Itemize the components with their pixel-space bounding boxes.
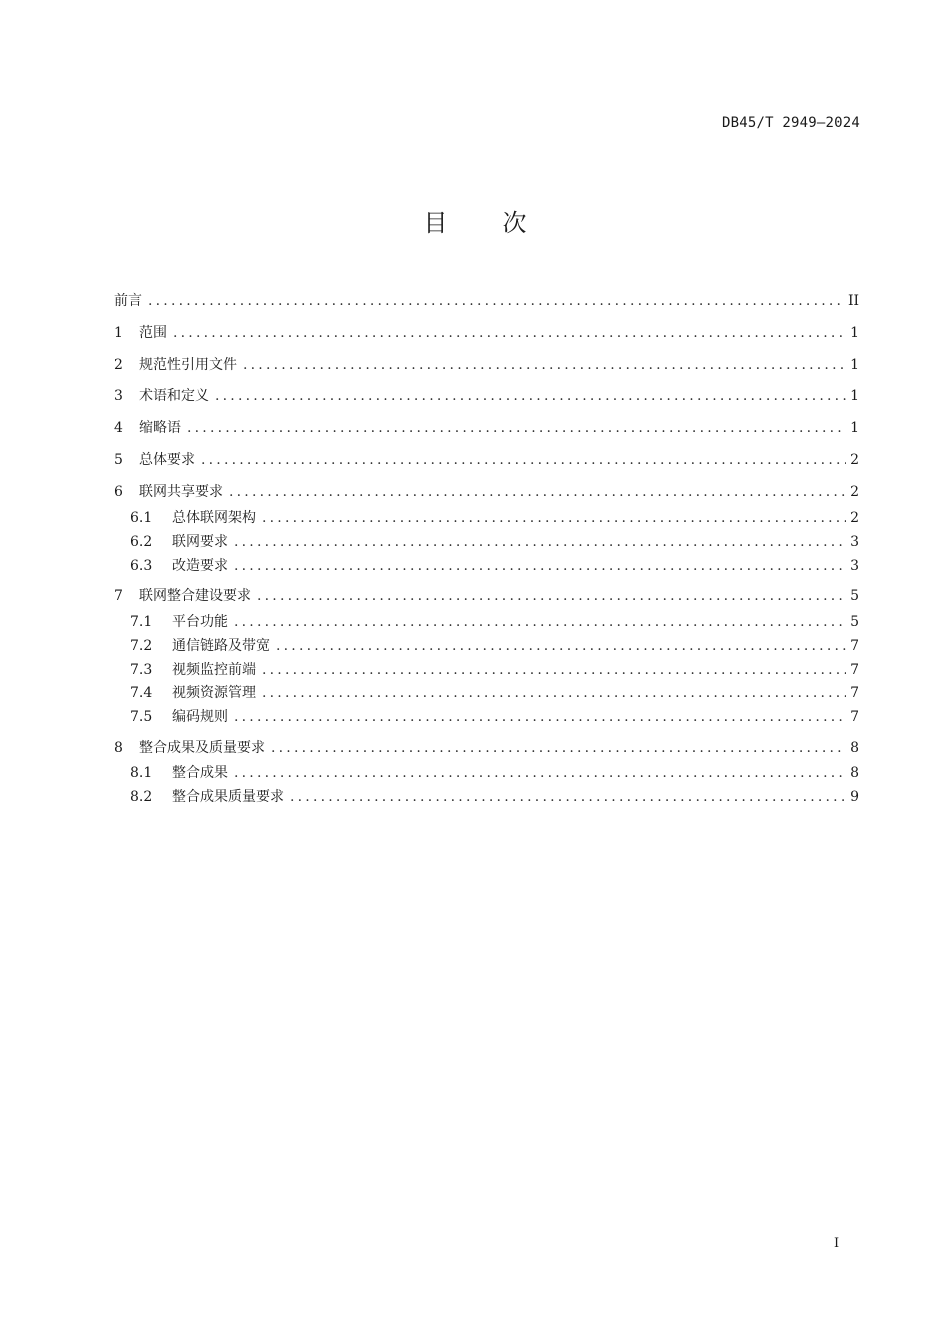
- toc-entry-page: 7: [850, 709, 859, 725]
- toc-entry-label: 总体要求: [139, 452, 195, 468]
- toc-subentry[interactable]: [130, 635, 859, 655]
- toc-leader-dots: [234, 557, 846, 575]
- toc-entry[interactable]: [114, 417, 859, 437]
- toc-leader-dots: [262, 509, 846, 527]
- toc-entry-number: 6: [114, 484, 123, 500]
- toc-entry[interactable]: [114, 585, 859, 605]
- toc-leader-dots: [187, 419, 846, 437]
- toc-subentry[interactable]: [130, 659, 859, 679]
- toc-entry-page: 2: [850, 510, 859, 526]
- toc-entry-page: 7: [850, 685, 859, 701]
- toc-subentry[interactable]: [130, 706, 859, 726]
- toc-subentry[interactable]: [130, 531, 859, 551]
- toc-entry-number: 8.1: [130, 765, 153, 781]
- toc-entry[interactable]: [114, 385, 859, 405]
- toc-entry-page: 9: [850, 789, 859, 805]
- toc-leader-dots: [290, 788, 846, 806]
- toc-entry-label: 视频监控前端: [172, 662, 256, 678]
- toc-entry-number: 7.3: [130, 662, 153, 678]
- toc-entry-number: 8.2: [130, 789, 153, 805]
- toc-leader-dots: [229, 483, 846, 501]
- toc-entry-number: 1: [114, 325, 123, 341]
- toc-leader-dots: [215, 387, 846, 405]
- toc-entry-label: 前言: [114, 293, 142, 309]
- toc-entry-page: 2: [850, 484, 859, 500]
- toc-entry-label: 总体联网架构: [172, 510, 256, 526]
- toc-entry-page: II: [847, 293, 859, 309]
- toc-entry-label: 平台功能: [172, 614, 228, 630]
- toc-entry-number: 6.1: [130, 510, 153, 526]
- toc-leader-dots: [201, 451, 846, 469]
- toc-leader-dots: [271, 739, 846, 757]
- toc-entry-label: 缩略语: [139, 420, 181, 436]
- toc-leader-dots: [234, 533, 846, 551]
- toc-entry-label: 通信链路及带宽: [172, 638, 270, 654]
- title-char-2: 次: [502, 209, 527, 237]
- toc-entry-number: 2: [114, 357, 123, 373]
- toc-entry-number: 6.2: [130, 534, 153, 550]
- toc-entry[interactable]: [114, 449, 859, 469]
- toc-entry-page: 3: [850, 534, 859, 550]
- toc-entry-number: 7.4: [130, 685, 153, 701]
- toc-subentry[interactable]: [130, 786, 859, 806]
- toc-entry[interactable]: [114, 322, 859, 342]
- toc-leader-dots: [234, 613, 846, 631]
- toc-leader-dots: [257, 587, 846, 605]
- toc-entry[interactable]: [114, 481, 859, 501]
- toc-leader-dots: [262, 684, 846, 702]
- toc-subentry[interactable]: [130, 555, 859, 575]
- toc-entry-label: 改造要求: [172, 558, 228, 574]
- toc-entry-page: 1: [850, 420, 859, 436]
- toc-entry-label: 联网要求: [172, 534, 228, 550]
- toc-entry-label: 联网共享要求: [139, 484, 223, 500]
- toc-entry-number: 3: [114, 388, 123, 404]
- title-char-1: 目: [423, 209, 448, 237]
- toc-entry-number: 7.5: [130, 709, 153, 725]
- toc-entry-label: 整合成果质量要求: [172, 789, 284, 805]
- toc-leader-dots: [234, 708, 846, 726]
- toc-entry-page: 2: [850, 452, 859, 468]
- toc-entry[interactable]: [114, 354, 859, 374]
- toc-entry-page: 1: [850, 388, 859, 404]
- toc-leader-dots: [173, 324, 846, 342]
- toc-entry-page: 7: [850, 662, 859, 678]
- toc-leader-dots: [243, 356, 846, 374]
- toc-entry-number: 7: [114, 588, 123, 604]
- toc-entry-page: 5: [850, 588, 859, 604]
- toc-entry-number: 4: [114, 420, 123, 436]
- toc-leader-dots: [148, 292, 844, 310]
- toc-entry-label: 整合成果: [172, 765, 228, 781]
- toc-entry-page: 8: [850, 765, 859, 781]
- toc-entry-label: 联网整合建设要求: [139, 588, 251, 604]
- toc-entry[interactable]: [114, 737, 859, 757]
- toc-entry-label: 范围: [139, 325, 167, 341]
- toc-entry-page: 1: [850, 325, 859, 341]
- toc-entry-page: 8: [850, 740, 859, 756]
- toc-entry-page: 7: [850, 638, 859, 654]
- toc-entry-label: 视频资源管理: [172, 685, 256, 701]
- toc-entry-number: 7.1: [130, 614, 153, 630]
- toc-subentry[interactable]: [130, 762, 859, 782]
- toc-entry-page: 5: [850, 614, 859, 630]
- toc-leader-dots: [276, 637, 846, 655]
- toc-entry-label: 术语和定义: [139, 388, 209, 404]
- toc-entry-label: 整合成果及质量要求: [139, 740, 265, 756]
- toc-entry-label: 编码规则: [172, 709, 228, 725]
- page-number: I: [834, 1236, 840, 1251]
- toc-entry-page: 1: [850, 357, 859, 373]
- toc-entry-label: 规范性引用文件: [139, 357, 237, 373]
- page-title: [0, 203, 950, 238]
- toc-subentry[interactable]: [130, 507, 859, 527]
- toc-entry-number: 8: [114, 740, 123, 756]
- toc-entry[interactable]: [114, 290, 859, 310]
- toc-entry-page: 3: [850, 558, 859, 574]
- toc-entry-number: 5: [114, 452, 123, 468]
- document-code: DB45/T 2949—2024: [721, 115, 860, 131]
- toc-entry-number: 6.3: [130, 558, 153, 574]
- toc-leader-dots: [262, 661, 846, 679]
- toc-subentry[interactable]: [130, 611, 859, 631]
- toc-entry-number: 7.2: [130, 638, 153, 654]
- toc-leader-dots: [234, 764, 846, 782]
- toc-subentry[interactable]: [130, 682, 859, 702]
